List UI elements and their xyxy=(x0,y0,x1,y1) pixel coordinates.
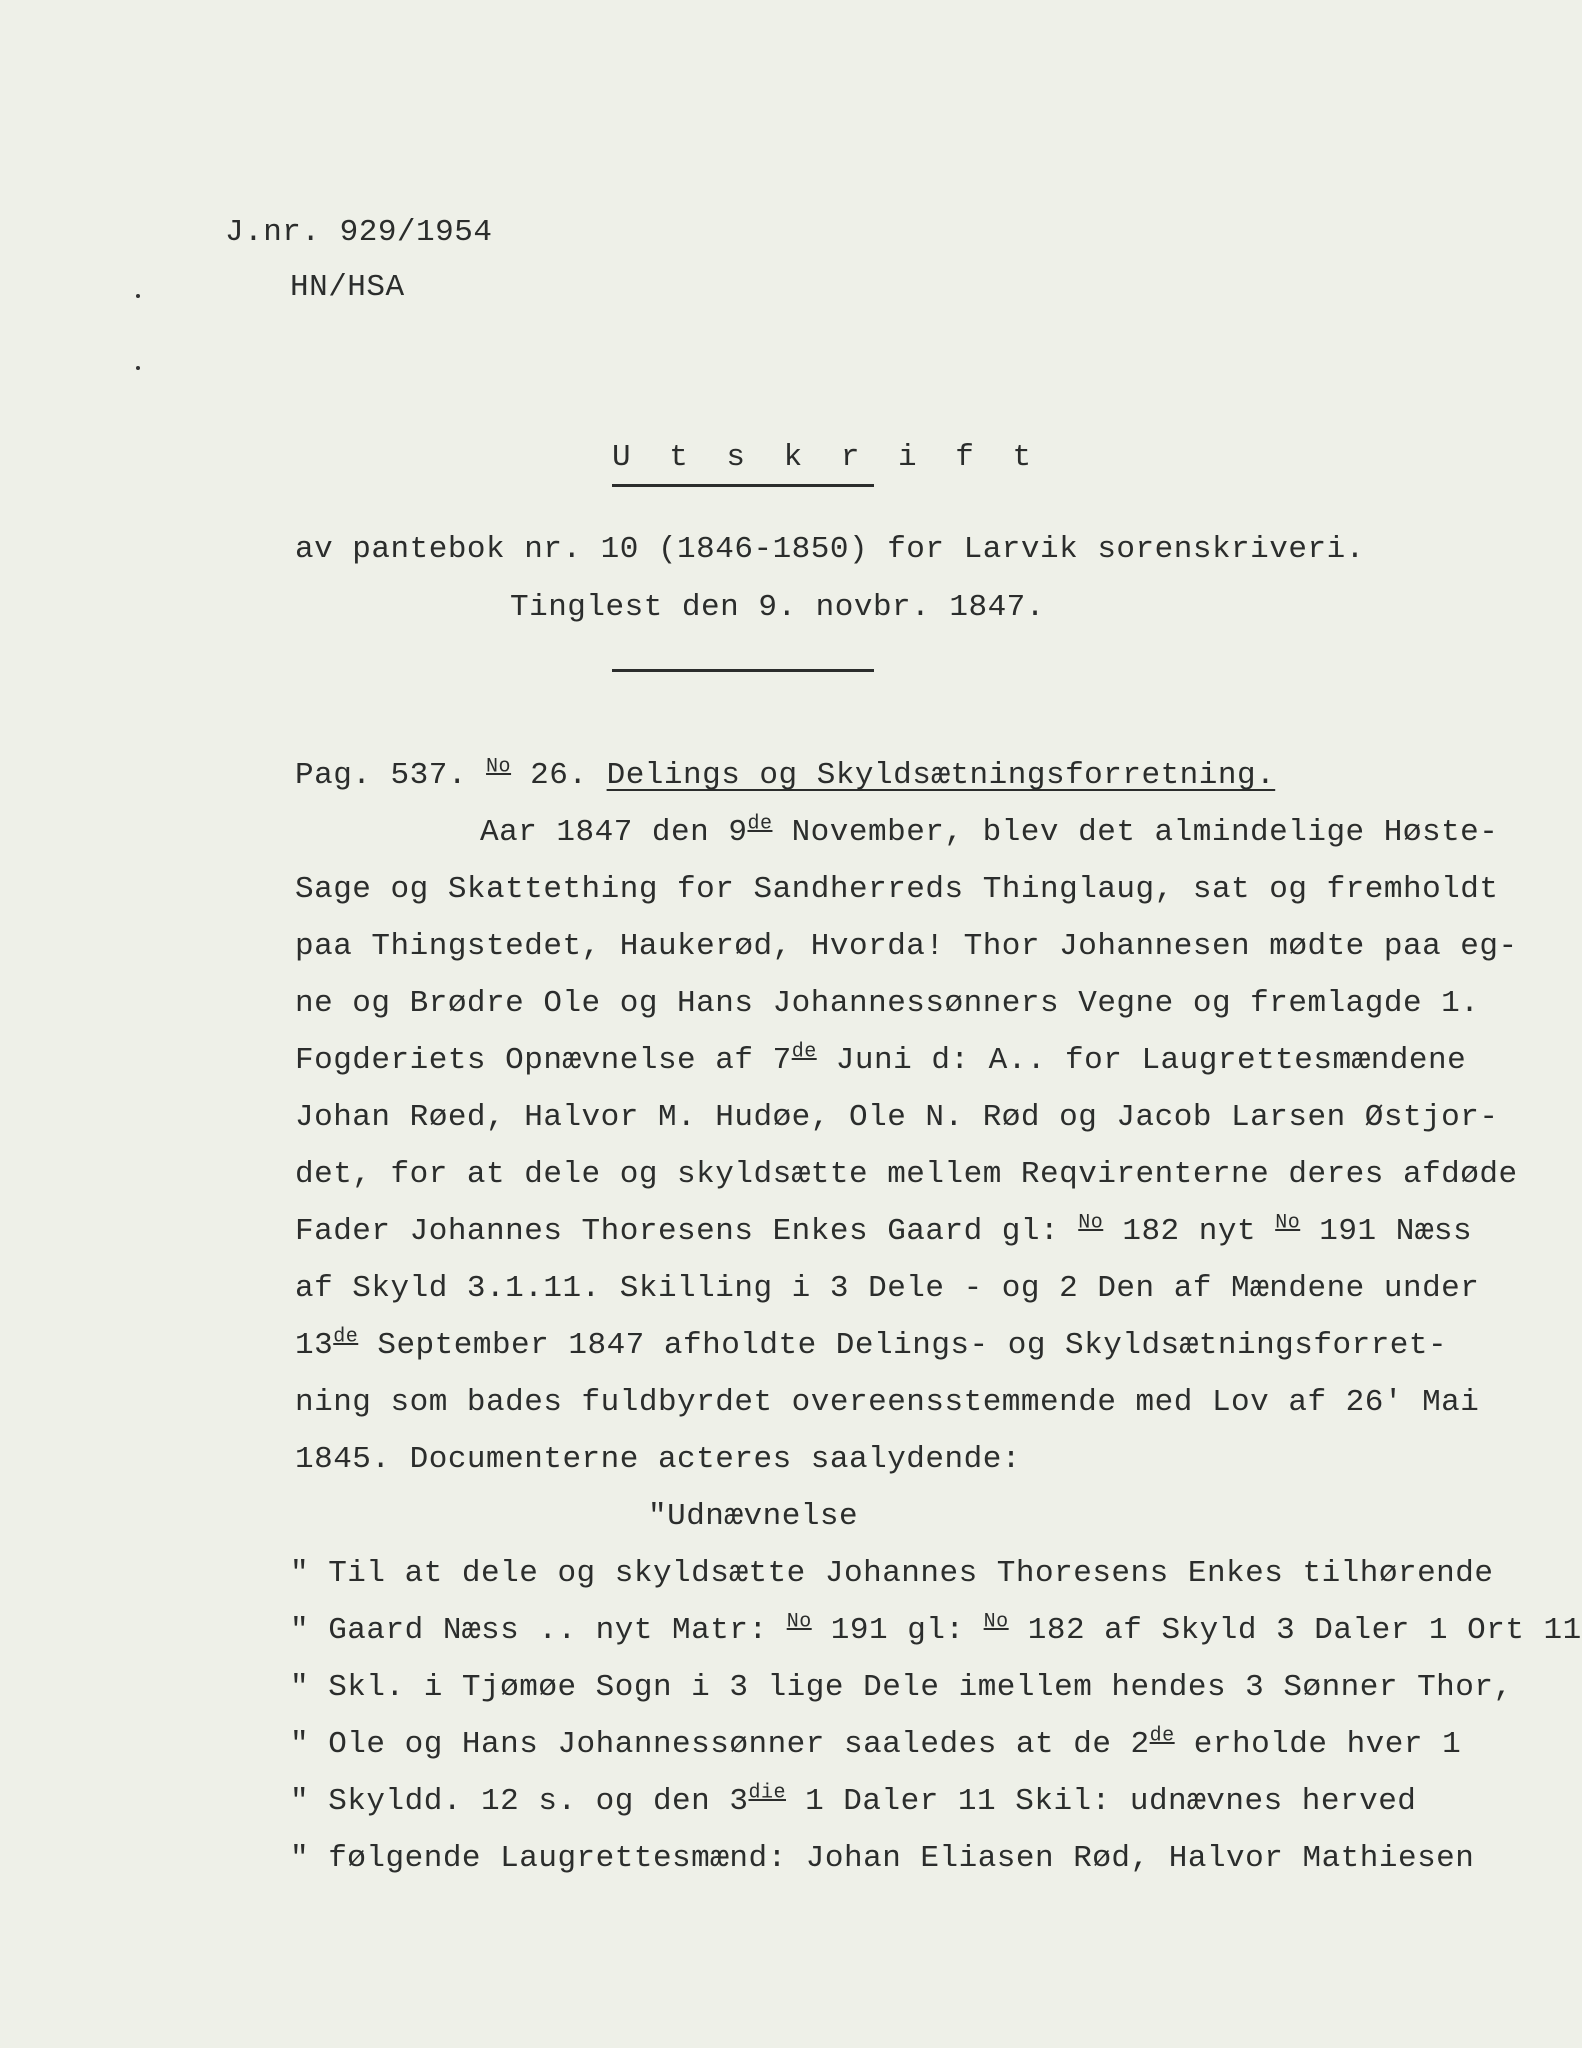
entry-number-label: No xyxy=(486,755,512,779)
page-reference: Pag. 537. xyxy=(295,758,467,793)
body-line-8: Fader Johannes Thoresens Enkes Gaard gl: $^{No}$ 182 nyt $^{No}$ 191 Næss xyxy=(295,1211,1473,1249)
section-divider xyxy=(612,669,874,672)
body-line-2: Sage og Skattething for Sandherreds Thinglaug, sat og fremholdt xyxy=(295,872,1499,907)
margin-mark xyxy=(136,366,140,370)
body-line-7: det, for at dele og skyldsætte mellem Reqvirenterne deres afdøde xyxy=(295,1157,1518,1192)
entry-heading: Delings og Skyldsætningsforretning. xyxy=(606,758,1276,793)
margin-mark xyxy=(136,294,140,298)
body-line-1: Aar 1847 den 9de November, blev det almindelige Høste- xyxy=(480,812,1499,850)
body-line-6: Johan Røed, Halvor M. Hudøe, Ole N. Rød og Jacob Larsen Østjor- xyxy=(295,1100,1499,1135)
journal-number: J.nr. 929/1954 xyxy=(225,215,493,250)
body-line-4: ne og Brødre Ole og Hans Johannessønners Vegne og fremlagde 1. xyxy=(295,986,1480,1021)
quote-line-3: " Skl. i Tjømøe Sogn i 3 lige Dele imellem hendes 3 Sønner Thor, xyxy=(290,1670,1513,1705)
initials: HN/HSA xyxy=(290,270,405,305)
quote-line-5: " Skyldd. 12 s. og den $3^{die}$ 1 Daler 11 Skil: udnævnes herved xyxy=(290,1781,1417,1819)
body-line-5: Fogderiets Opnævnelse af 7de Juni d: A.. for Laugrettesmændene xyxy=(295,1040,1467,1078)
quote-line-4: " Ole og Hans Johannessønner saaledes at de 2de erholde hver 1 xyxy=(290,1724,1462,1762)
document-title: U t s k r i f t xyxy=(612,440,1042,475)
body-line-3: paa Thingstedet, Haukerød, Hvorda! Thor Johannesen mødte paa eg- xyxy=(295,929,1518,964)
entry-number: 26. xyxy=(511,758,588,793)
quote-line-2: " Gaard Næss .. nyt Matr: $^{No}$ 191 gl: $^{No}$ 182 af Skyld 3 Daler 1 Ort 11 xyxy=(290,1610,1582,1648)
subtitle-line-1: av pantebok nr. 10 (1846-1850) for Larvik sorenskriveri. xyxy=(295,532,1365,567)
body-line-12: 1845. Documenterne acteres saalydende: xyxy=(295,1442,1021,1477)
entry-heading-line xyxy=(295,755,1276,794)
body-line-11: ning som bades fuldbyrdet overeensstemmende med Lov af 26' Mai xyxy=(295,1385,1480,1420)
quote-heading: "Udnævnelse xyxy=(648,1499,859,1534)
body-line-10: 13de September 1847 afholdte Delings- og Skyldsætningsforret- xyxy=(295,1325,1448,1363)
title-underline xyxy=(612,484,874,487)
quote-line-6: " følgende Laugrettesmænd: Johan Eliasen Rød, Halvor Mathiesen xyxy=(290,1841,1475,1876)
quote-line-1: " Til at dele og skyldsætte Johannes Thoresens Enkes tilhørende xyxy=(290,1556,1494,1591)
subtitle-line-2: Tinglest den 9. novbr. 1847. xyxy=(510,590,1045,625)
body-line-9: af Skyld 3.1.11. Skilling i 3 Dele - og 2 Den af Mændene under xyxy=(295,1271,1480,1306)
